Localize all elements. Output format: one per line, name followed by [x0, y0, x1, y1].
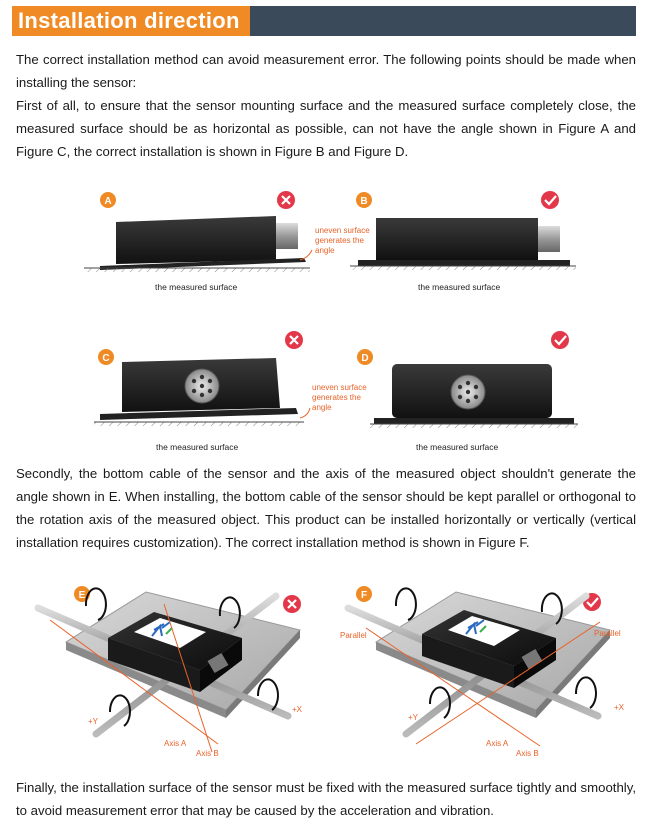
- figure-a-note-line1: uneven surface: [315, 226, 370, 235]
- sensor-connector-a: [276, 223, 298, 249]
- final-point-paragraph: Finally, the installation surface of the sensor must be fixed with the measured surface tightly and smoothly, to avoid measurement error that may be caused by the acceleration and vibration.: [16, 780, 636, 818]
- figure-a-note-line2: generates the: [315, 236, 364, 245]
- sensor-box-b: [376, 218, 538, 260]
- figure-b-letter: B: [360, 196, 368, 207]
- parallel-label-right: Parallel: [594, 629, 621, 638]
- figure-f-letter: F: [360, 590, 368, 601]
- check-icon: [551, 331, 569, 349]
- plus-x-label-e: +X: [292, 705, 303, 714]
- figure-d-letter: D: [361, 353, 369, 364]
- plus-y-label-e: +Y: [88, 717, 99, 726]
- figure-e-letter: E: [78, 590, 86, 601]
- figure-d-surface-label: the measured surface: [416, 442, 499, 452]
- ground-hatch-c: [94, 422, 304, 426]
- plus-y-label-f: +Y: [408, 713, 419, 722]
- mount-plate-b: [358, 260, 570, 266]
- sensor-connector-b: [538, 226, 560, 252]
- figure-c: [94, 331, 367, 452]
- figure-a-note-line3: angle: [315, 246, 335, 255]
- figure-d: [357, 331, 578, 452]
- figure-a: [84, 191, 370, 292]
- figure-e: [38, 586, 303, 758]
- figure-a-letter: A: [104, 196, 112, 207]
- page-title: Installation direction: [12, 6, 250, 36]
- figure-c-note-line2: generates the: [312, 393, 361, 402]
- figure-c-d: [86, 330, 586, 456]
- rotation-arrow-icon: [576, 677, 596, 708]
- figure-b-surface-label: the measured surface: [418, 282, 501, 292]
- figure-a-surface-label: the measured surface: [155, 282, 238, 292]
- figure-c-surface-label: the measured surface: [156, 442, 239, 452]
- figure-c-note-line3: angle: [312, 403, 332, 412]
- mount-plate-d: [374, 418, 574, 424]
- intro-paragraph: The correct installation method can avoid measurement error. The following points should be made when installing the sensor:: [16, 52, 636, 90]
- second-point-paragraph: Secondly, the bottom cable of the sensor and the axis of the measured object shouldn't generate the angle shown in E. When installing, the bottom cable of the sensor should be kept parallel or orthogonal to the rotation axis of the measured object. This product can be installed horizontally or vertically (vertical installation requires customization). The correct installation method is shown in Figure F.: [16, 466, 636, 550]
- ground-hatch-a: [84, 268, 310, 272]
- check-icon: [541, 191, 559, 209]
- figure-a-b: [80, 186, 580, 298]
- figure-e-f: [30, 584, 630, 762]
- rotation-arrow-icon: [396, 588, 416, 620]
- axis-b-label-e: Axis B: [196, 749, 219, 758]
- axis-a-label-f: Axis A: [486, 739, 509, 748]
- sensor-box-a: [116, 216, 276, 264]
- figure-c-note-line1: uneven surface: [312, 383, 367, 392]
- ground-hatch-b: [350, 266, 576, 270]
- first-point-paragraph: First of all, to ensure that the sensor mounting surface and the measured surface completely close, the measured surface should be as horizontal as possible, can not have the angle shown in Figure A and Figure C, the correct installation is shown in Figure B and Figure D.: [16, 98, 636, 159]
- rotation-arrow-icon: [86, 588, 106, 620]
- figure-b: [350, 191, 576, 292]
- ground-hatch-d: [370, 424, 578, 428]
- axis-b-label-f: Axis B: [516, 749, 539, 758]
- figure-c-letter: C: [102, 353, 110, 364]
- figure-f: [340, 586, 625, 758]
- plus-x-label-f: +X: [614, 703, 625, 712]
- axis-a-label-e: Axis A: [164, 739, 187, 748]
- parallel-label-left: Parallel: [340, 631, 367, 640]
